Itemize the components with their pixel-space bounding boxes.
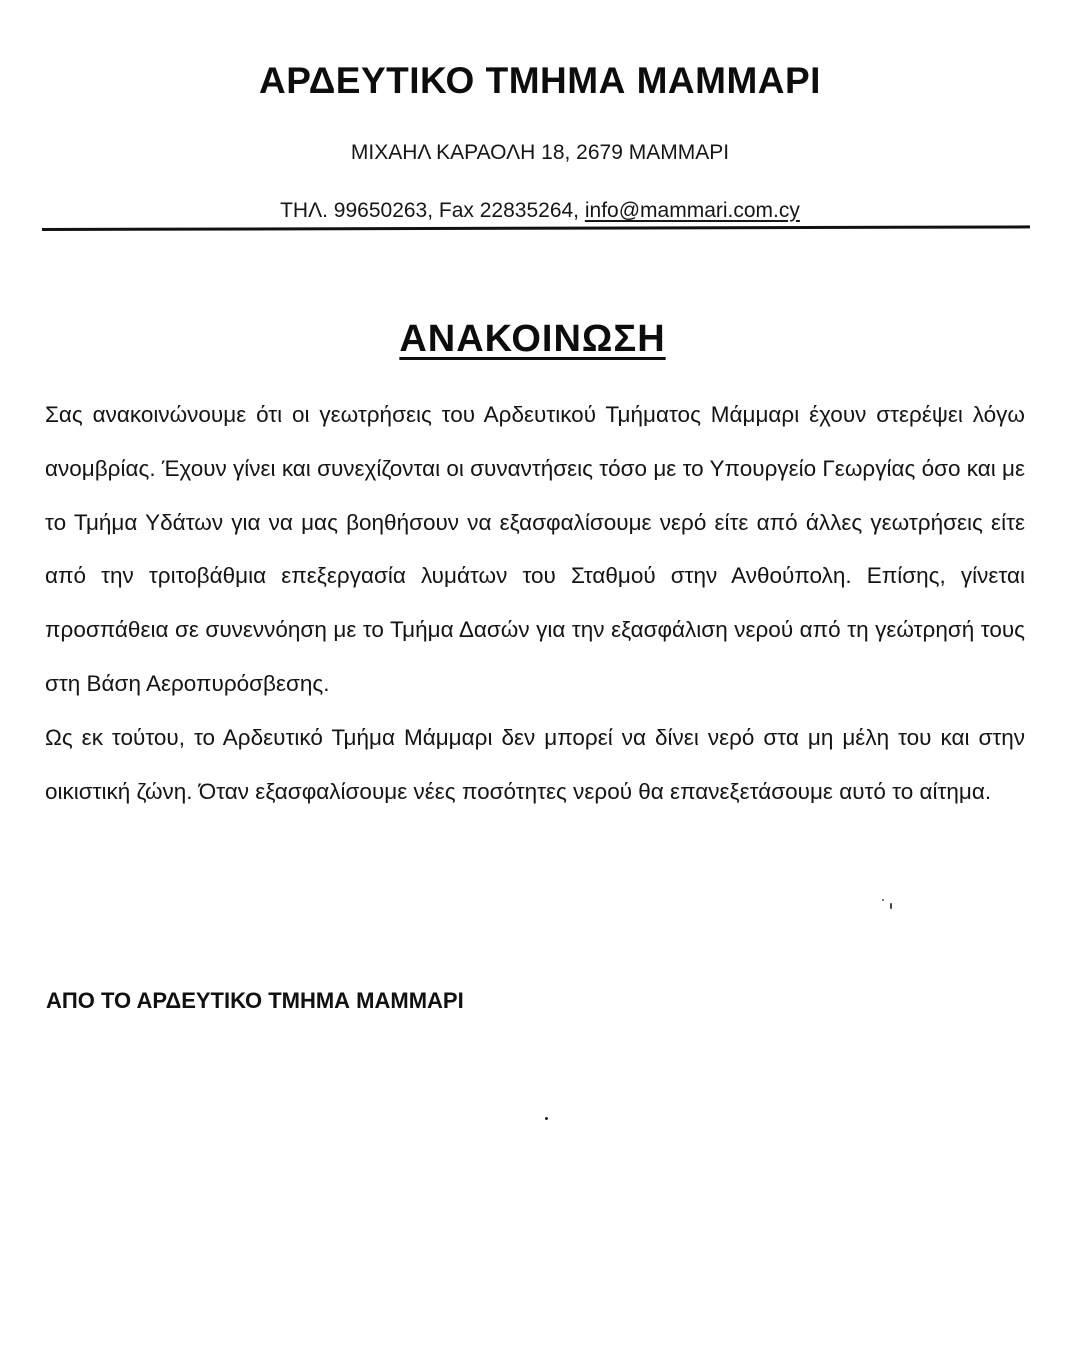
signature-line: ΑΠΟ ΤΟ ΑΡΔΕΥΤΙΚΟ ΤΜΗΜΑ ΜΑΜΜΑΡΙ [46,988,464,1013]
contact-line [0,199,1080,223]
notice-title: ΑΝΑΚΟΙΝΩΣΗ [399,318,666,360]
notice-paragraph-2: Ως εκ τούτου, το Αρδευτικό Τμήμα Μάμμαρι δεν μπορεί να δίνει νερό στα μη μέλη του και στην οικιστική ζώνη. Όταν εξασφαλίσουμε νέες ποσότητες νερού θα επανεξετάσουμε αυτό το αίτημα. [45,724,1025,804]
organization-title: ΑΡΔΕΥΤΙΚΟ ΤΜΗΜΑ ΜΑΜΜΑΡΙ [259,60,821,101]
scan-speck [545,1117,548,1120]
scan-speck [882,899,884,901]
phone-fax-text: ΤΗΛ. 99650263, Fax 22835264, [280,199,585,222]
notice-body [45,388,1025,818]
notice-paragraph-1: Σας ανακοινώνουμε ότι οι γεωτρήσεις του Αρδευτικού Τμήματος Μάμμαρι έχουν στερέψει λόγω ανομβρίας. Έχουν γίνει και συνεχίζονται οι συναντήσεις τόσο με το Υπουργείο Γεωργίας όσο και με το Τμήμα Υδάτων για να μας βοηθήσουν να εξασφαλίσουμε νερό είτε από άλλες γεωτρήσεις είτε από την τριτοβάθμια επεξεργασία λυμάτων του Σταθμού στην Ανθούπολη. Επίσης, γίνεται προσπάθεια σε συνεννόηση με το Τμήμα Δασών για την εξασφάλιση νερού από τη γεώτρησή τους στη Βάση Αεροπυρόσβεσης. [45,402,1025,696]
header-divider [42,225,1030,231]
organization-address: ΜΙΧΑΗΛ ΚΑΡΑΟΛΗ 18, 2679 ΜΑΜΜΑΡΙ [350,141,730,164]
scan-speck [890,903,892,909]
email-link[interactable]: info@mammari.com.cy [584,199,800,222]
